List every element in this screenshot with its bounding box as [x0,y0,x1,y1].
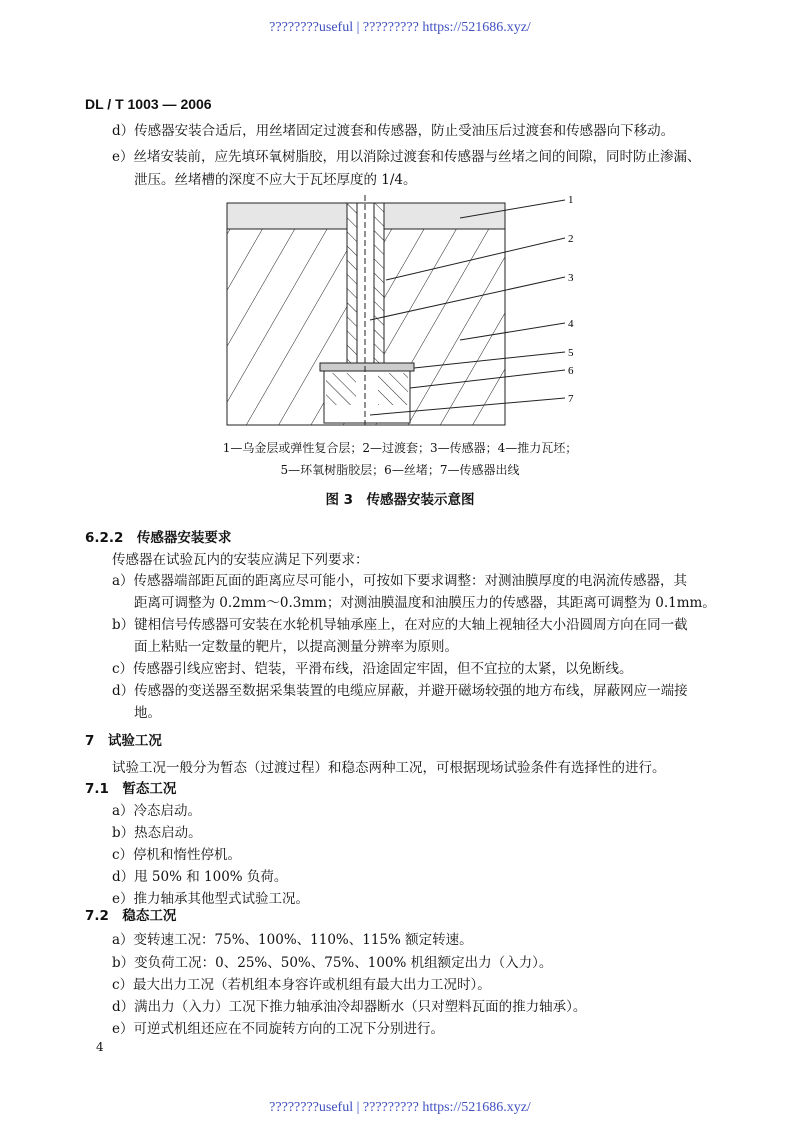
list-item: d）传感器的变送器至数据采集装置的电缆应屏蔽，并避开磁场较强的地方布线，屏蔽网应一端接 [112,683,688,699]
paragraph: 试验工况一般分为暂态（过渡过程）和稳态两种工况，可根据现场试验条件有选择性的进行。 [112,760,666,776]
standard-header: DL / T 1003 — 2006 [85,96,212,112]
list-item: c）最大出力工况（若机组本身容许或机组有最大出力工况时）。 [112,977,491,993]
callout-label: 2 [568,233,574,245]
list-item: c）停机和惰性停机。 [112,847,242,863]
callout-label: 1 [568,194,574,206]
section-heading: 7 试验工况 [85,733,162,749]
figure-legend: 1—乌金层或弹性复合层；2—过渡套；3—传感器；4—推力瓦坯； [222,441,578,455]
callout-label: 6 [568,365,574,377]
list-item: b）键相信号传感器可安装在水轮机导轴承座上，在对应的大轴上视轴径大小沿圆周方向在同一截 [112,617,688,633]
list-item: 距离可调整为 0.2mm～0.3mm；对测油膜温度和油膜压力的传感器，其距离可调整为 0.1mm。 [134,595,716,611]
section-heading: 7.2 稳态工况 [85,908,177,924]
sensor-installation-figure [220,190,590,430]
page-number: 4 [96,1040,104,1054]
callout-label: 7 [568,393,574,405]
figure-legend: 5—环氧树脂胶层；6—丝堵；7—传感器出线 [280,463,520,477]
watermark-top[interactable]: ????????useful | ????????? https://521686.xyz/ [269,20,531,35]
callout-label: 5 [568,347,574,359]
list-item: e）推力轴承其他型式试验工况。 [112,891,309,907]
list-item: a）冷态启动。 [112,803,202,819]
paragraph: d）传感器安装合适后，用丝堵固定过渡套和传感器，防止受油压后过渡套和传感器向下移动。 [112,123,675,139]
paragraph: e）丝堵安装前，应先填环氧树脂胶，用以消除过渡套和传感器与丝堵之间的间隙，同时防止渗漏、 [112,149,701,165]
list-item: c）传感器引线应密封、铠装，平滑布线，沿途固定牢固，但不宜拉的太紧，以免断线。 [112,661,633,677]
paragraph: 传感器在试验瓦内的安装应满足下列要求： [112,552,369,568]
list-item: b）变负荷工况：0、25%、50%、75%、100% 机组额定出力（入力）。 [112,955,553,971]
list-item: a）传感器端部距瓦面的距离应尽可能小，可按如下要求调整：对测油膜厚度的电涡流传感器，其 [112,573,688,589]
list-item: b）热态启动。 [112,825,202,841]
paragraph: 泄压。丝堵槽的深度不应大于瓦坯厚度的 1/4。 [134,172,417,188]
list-item: e）可逆式机组还应在不同旋转方向的工况下分别进行。 [112,1021,444,1037]
list-item: d）甩 50% 和 100% 负荷。 [112,869,288,885]
watermark-bottom[interactable]: ????????useful | ????????? https://521686.xyz/ [269,1100,531,1115]
list-item: a）变转速工况：75%、100%、110%、115% 额定转速。 [112,932,473,948]
section-heading: 6.2.2 传感器安装要求 [85,530,232,546]
list-item: 面上粘贴一定数量的靶片，以提高测量分辨率为原则。 [134,639,458,655]
list-item: 地。 [134,705,161,721]
list-item: d）满出力（入力）工况下推力轴承油冷却器断水（只对塑料瓦面的推力轴承）。 [112,999,587,1015]
callout-label: 3 [568,272,574,284]
callout-label: 4 [568,318,574,330]
figure-title: 图 3 传感器安装示意图 [325,492,475,508]
section-heading: 7.1 暂态工况 [85,781,177,797]
